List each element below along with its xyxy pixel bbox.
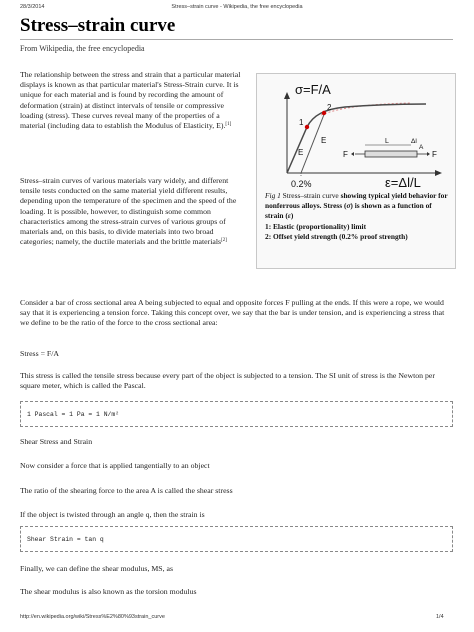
stress-equation: Stress = F/A <box>20 349 60 358</box>
point-1-label: 1 <box>299 118 304 127</box>
materials-paragraph <box>20 176 246 247</box>
point-2-label: 2 <box>327 103 332 112</box>
stress-strain-diagram <box>261 77 451 189</box>
title-divider <box>20 39 453 40</box>
tensile-stress-paragraph: This stress is called the tensile stress because every part of the object is subjected to a tension. The SI unit of stress is the Newton per square meter, which is called the Pascal. <box>20 371 435 391</box>
offset-label: 0.2% <box>291 179 312 189</box>
caption-link[interactable]: Stress–strain curve <box>282 191 339 200</box>
reference-link-1[interactable]: [1] <box>225 122 232 128</box>
strain-axis-label: ε=Δl/L <box>385 175 421 189</box>
force-right-arrow-icon <box>427 152 430 156</box>
stress-strain-curve <box>287 104 426 173</box>
modulus-lower-label: E <box>298 148 304 157</box>
figure-number: Fig 1 <box>265 191 281 200</box>
twist-angle-paragraph: If the object is twisted through an angle q, then the strain is <box>20 510 205 519</box>
print-page-title: Stress–strain curve - Wikipedia, the free encyclopedia <box>171 4 303 10</box>
specimen-length-label: L <box>385 138 389 145</box>
caption-line-1: 1: Elastic (proportionality) limit <box>265 221 367 231</box>
force-right-label: F <box>432 150 437 159</box>
figure-caption <box>265 191 449 242</box>
pascal-code: 1 Pascal = 1 Pa = 1 N/m² <box>27 411 120 418</box>
elastic-limit-point <box>305 125 309 129</box>
caption-text-2: ) is shown as a function of strain ( <box>265 201 432 221</box>
shear-stress-paragraph: The ratio of the shearing force to the area A is called the shear stress <box>20 486 233 495</box>
print-date: 28/3/2014 <box>20 4 45 10</box>
specimen-area-label: A <box>419 144 424 151</box>
yield-strength-point <box>322 111 326 115</box>
stress-axis-label: σ=F/A <box>295 82 331 97</box>
specimen-bar <box>365 151 417 157</box>
tangential-force-paragraph: Now consider a force that is applied tangentially to an object <box>20 461 210 470</box>
stress-strain-figure <box>256 73 456 269</box>
torsion-modulus-paragraph: The shear modulus is also known as the torsion modulus <box>20 587 197 596</box>
stress-axis-arrow-icon <box>284 92 290 99</box>
intro-paragraph <box>20 70 246 131</box>
shear-heading: Shear Stress and Strain <box>20 437 93 446</box>
article-title: Stress–strain curve <box>20 15 176 36</box>
specimen-elongation-label: Δl <box>411 138 417 145</box>
shear-modulus-paragraph: Finally, we can define the shear modulus, MS, as <box>20 564 174 573</box>
modulus-upper-label: E <box>321 136 327 145</box>
force-left-label: F <box>343 150 348 159</box>
pascal-code-block <box>20 401 453 427</box>
strain-axis-arrow-icon <box>435 170 442 176</box>
caption-epsilon: ε <box>287 211 291 221</box>
article-subtitle: From Wikipedia, the free encyclopedia <box>20 44 145 53</box>
force-left-arrow-icon <box>351 152 354 156</box>
intro-text: The relationship between the stress and strain that a particular material displays is known as that particular material's Stress-Strain curve. It is unique for each material and is found by recording the amount of deformation (strain) at distinct intervals of tensile or compressive loading (stress). These curves reveal many of the properties of a material (including data to establish the Modulus of Elasticity, E). <box>20 70 241 131</box>
shear-strain-code-block <box>20 526 453 552</box>
caption-line-2: 2: Offset yield strength (0.2% proof strength) <box>265 231 408 241</box>
reference-link-2[interactable]: [2] <box>221 238 227 244</box>
caption-text-1: showing typical yield behavior for nonferrous alloys. Stress ( <box>265 191 448 211</box>
shear-strain-code: Shear Strain = tan q <box>27 536 104 543</box>
caption-sigma: σ <box>346 201 351 211</box>
caption-text-3: ) <box>290 211 294 221</box>
print-url: http://en.wikipedia.org/wiki/Stress%E2%80%93strain_curve <box>20 614 165 620</box>
materials-text: Stress–strain curves of various materials vary widely, and different tensile tests conducted on the same material yield different results, depending upon the temperature of the specimen and the speed of the loading. It is possible, however, to distinguish some common characteristics among the stress-strain curves of various groups of materials and, on this basis, to divide materials into two broad categories; namely, the ductile materials and the brittle materials <box>20 176 237 247</box>
tension-paragraph: Consider a bar of cross sectional area A being subjected to equal and opposite forces F pulling at the ends. If this were a rope, we would say that it is experiencing a tension force. Taking this concept over, we say that the bar is under tension, and is experiencing a stress that we define to be the ratio of the force to the cross sectional area: <box>20 298 445 328</box>
print-page-number: 1/4 <box>436 614 444 620</box>
